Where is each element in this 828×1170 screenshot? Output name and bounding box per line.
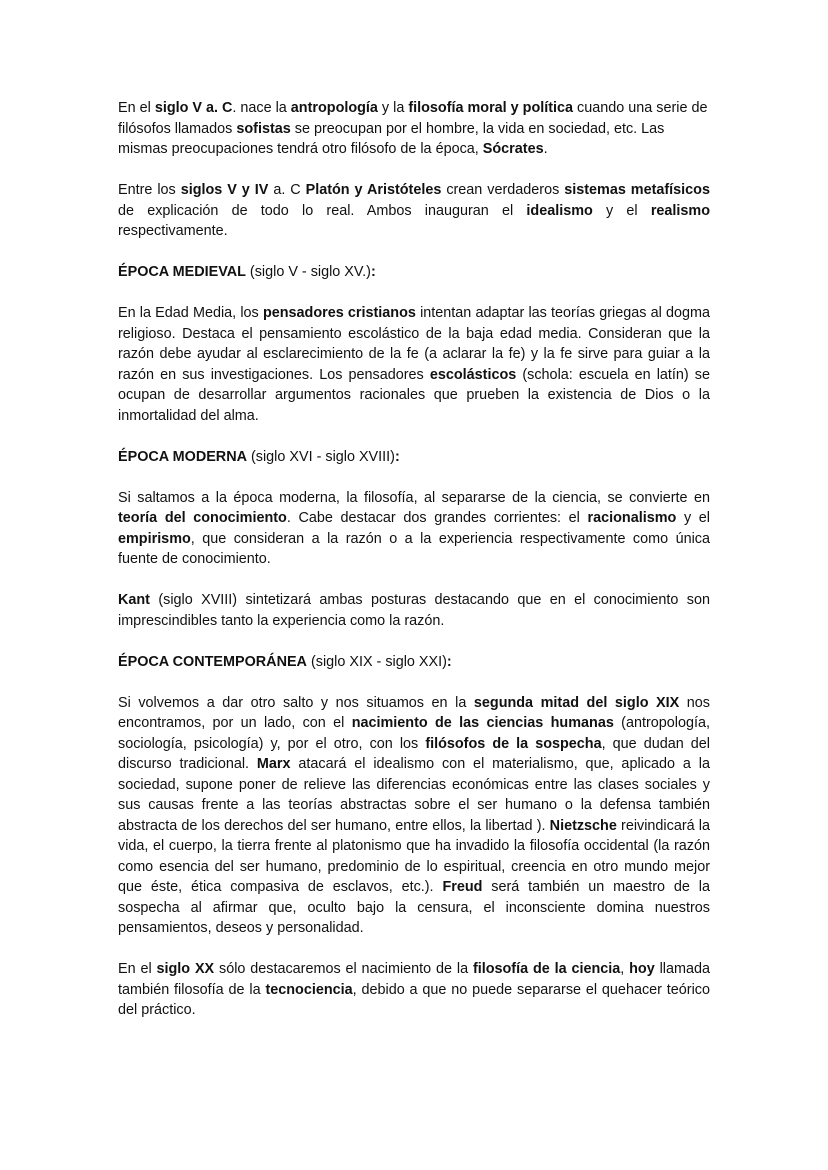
text-run: reivindicará la vida, el cuerpo, la tierra frente al platonismo que ha invadido la filosofía occidental (la razón como esencia del ser humano, predominio de lo espiritual, creencia en otro mundo mejor que éste, ética compasiva de esclavos, etc.). xyxy=(118,817,710,895)
paragraph-spacer xyxy=(118,672,710,693)
bold-text-run: filósofos de la sospecha xyxy=(425,735,602,752)
bold-text-run: ÉPOCA CONTEMPORÁNEA xyxy=(118,653,307,670)
text-run: de explicación de todo lo real. Ambos inauguran el xyxy=(118,202,527,219)
body-paragraph xyxy=(118,488,710,570)
body-paragraph xyxy=(118,98,710,160)
bold-text-run: antropología xyxy=(290,100,378,116)
text-run: Si volvemos a dar otro salto y nos situamos en la xyxy=(118,694,474,711)
bold-text-run: Platón y Aristóteles xyxy=(305,182,442,198)
text-run: se preocupan por el hombre, la vida en sociedad, etc. Las mismas preocupaciones tendrá otro filósofo de la época, xyxy=(118,120,665,157)
text-run: Si saltamos a la época moderna, la filosofía, al separarse de la ciencia, se convierte en xyxy=(118,489,710,506)
bold-text-run: ÉPOCA MEDIEVAL xyxy=(118,264,246,280)
text-run: atacará el idealismo con el materialismo, que, aplicado a la sociedad, supone poner de relieve las diferencias económicas entre las clases sociales y sus causas frente a las teorías abstractas sobre el ser humano o la defensa también abstracta de los derechos del ser humano, entre ellos, la libertad ). xyxy=(118,756,710,834)
text-run: Entre los xyxy=(118,182,181,198)
bold-text-run: tecnociencia xyxy=(265,981,353,998)
text-run: (schola: escuela en latín) se ocupan de desarrollar argumentos racionales que prueben la existencia de Dios o la inmortalidad del alma. xyxy=(118,366,710,424)
text-run: (antropología, sociología, psicología) y, por el otro, con los xyxy=(118,715,710,752)
body-paragraph xyxy=(118,590,710,631)
bold-text-run: siglo XX xyxy=(156,961,215,977)
text-run: respectivamente. xyxy=(118,223,228,239)
bold-text-run: filosofía de la ciencia xyxy=(472,961,621,977)
bold-text-run: Kant xyxy=(118,592,150,608)
text-run: llamada también filosofía de la xyxy=(118,961,710,998)
bold-text-run: siglo V a. C xyxy=(154,100,233,116)
body-paragraph xyxy=(118,180,710,242)
body-paragraph xyxy=(118,303,710,426)
bold-text-run: sofistas xyxy=(236,120,291,137)
bold-text-run: sistemas metafísicos xyxy=(564,182,710,198)
text-run: En la Edad Media, los xyxy=(118,305,263,321)
paragraph-spacer xyxy=(118,426,710,447)
text-run: En el xyxy=(118,100,155,116)
text-run: , que dudan del discurso tradicional. xyxy=(118,735,710,772)
text-run: y el xyxy=(676,510,710,526)
paragraph-spacer xyxy=(118,283,710,304)
bold-text-run: ÉPOCA MODERNA xyxy=(118,448,247,465)
bold-text-run: nacimiento de las ciencias humanas xyxy=(351,715,614,731)
section-heading xyxy=(118,262,710,283)
text-run: , xyxy=(620,961,630,977)
text-run: sólo destacaremos el nacimiento de la xyxy=(214,961,473,977)
paragraph-spacer xyxy=(118,160,710,181)
paragraph-spacer xyxy=(118,939,710,960)
bold-text-run: Marx xyxy=(256,756,291,772)
bold-text-run: pensadores cristianos xyxy=(262,305,416,321)
text-run: será también un maestro de la sospecha al afirmar que, oculto bajo la censura, el inconsciente domina nuestros pensamientos, deseos y personalidad. xyxy=(118,879,710,936)
paragraph-spacer xyxy=(118,242,710,263)
bold-text-run: Freud xyxy=(442,879,483,895)
bold-text-run: filosofía moral y política xyxy=(408,100,574,116)
bold-text-run: idealismo xyxy=(526,202,593,219)
text-run: , debido a que no puede separarse el quehacer teórico del práctico. xyxy=(118,981,710,1018)
text-run: , que consideran a la razón o a la experiencia respectivamente como única fuente de conocimiento. xyxy=(118,530,710,567)
text-run: intentan adaptar las teorías griegas al dogma religioso. Destaca el pensamiento escolástico de la baja edad media. Consideran que la razón debe ayudar al esclarecimiento de la fe (a aclarar la fe) y la fe sirve para guiar a la razón en sus investigaciones. Los pensadores xyxy=(118,305,710,383)
text-run: . xyxy=(543,141,548,157)
paragraph-spacer xyxy=(118,467,710,488)
bold-text-run: hoy xyxy=(629,961,655,977)
bold-text-run: Sócrates xyxy=(482,141,544,157)
text-run: nos encontramos, por un lado, con el xyxy=(118,694,710,731)
text-run: (siglo XIX - siglo XXI) xyxy=(306,653,447,670)
bold-text-run: realismo xyxy=(650,202,711,219)
text-run: (siglo XVI - siglo XVIII) xyxy=(247,448,395,465)
bold-text-run: escolásticos xyxy=(429,366,517,383)
body-paragraph xyxy=(118,693,710,939)
bold-text-run: : xyxy=(370,264,376,280)
body-paragraph xyxy=(118,959,710,1021)
paragraph-spacer xyxy=(118,631,710,652)
bold-text-run: segunda mitad del siglo XIX xyxy=(473,694,680,711)
bold-text-run: : xyxy=(394,448,400,465)
text-run: y el xyxy=(592,202,651,219)
text-run: En el xyxy=(118,961,157,977)
section-heading xyxy=(118,652,710,673)
text-run: crean verdaderos xyxy=(441,182,565,198)
bold-text-run: empirismo xyxy=(118,530,191,547)
text-run: . nace la xyxy=(232,100,291,116)
bold-text-run: : xyxy=(446,653,452,670)
text-run: y la xyxy=(377,100,409,116)
text-run: a. C xyxy=(268,182,306,198)
bold-text-run: teoría del conocimiento xyxy=(118,510,287,526)
bold-text-run: siglos V y IV xyxy=(180,182,269,198)
text-run: cuando una serie de filósofos llamados xyxy=(118,100,708,137)
text-run: (siglo XVIII) sintetizará ambas posturas destacando que en el conocimiento son imprescindibles tanto la experiencia como la razón. xyxy=(118,592,710,629)
text-run: (siglo V - siglo XV.) xyxy=(245,264,371,280)
text-run: . Cabe destacar dos grandes corrientes: el xyxy=(286,510,588,526)
bold-text-run: Nietzsche xyxy=(549,817,617,834)
section-heading xyxy=(118,447,710,468)
paragraph-spacer xyxy=(118,570,710,591)
bold-text-run: racionalismo xyxy=(587,510,677,526)
